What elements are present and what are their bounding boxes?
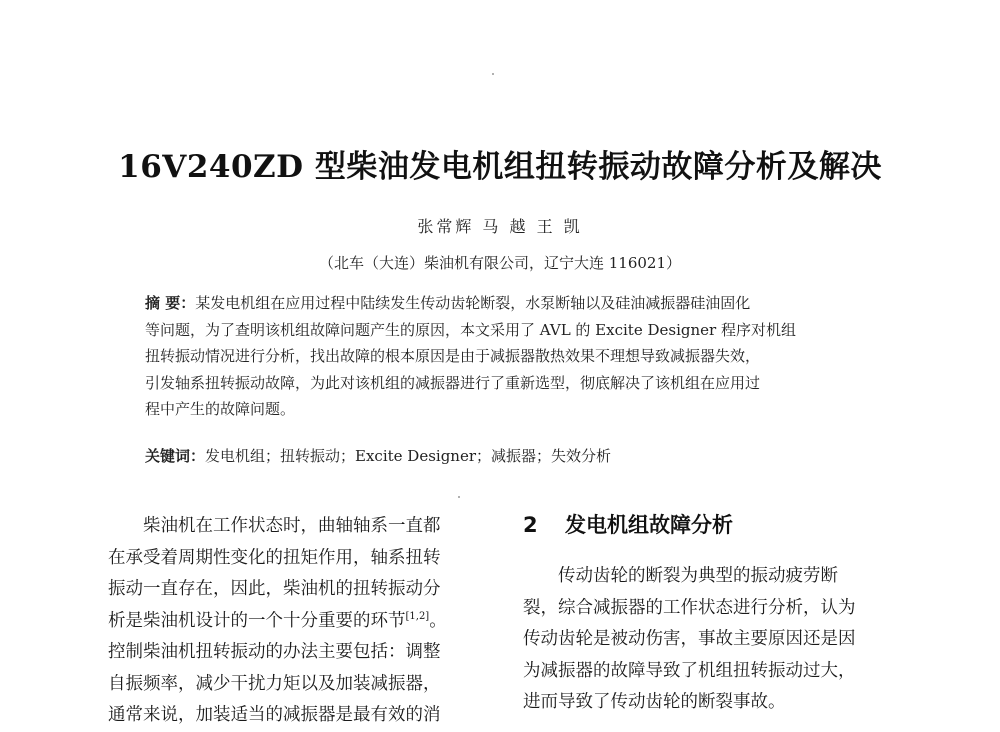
body-line: 通常来说，加装适当的减振器是最有效的消 — [108, 705, 441, 725]
keywords — [145, 445, 855, 466]
intro-column — [108, 511, 483, 732]
citation-ref[interactable]: [1,2] — [405, 610, 430, 622]
body-line — [108, 606, 483, 638]
body-line: 自振频率，减少干扰力矩以及加装减振器， — [108, 673, 441, 694]
section-number: 2 — [523, 513, 538, 537]
scan-speck — [458, 496, 460, 498]
section-title: 发电机组故障分析 — [565, 513, 733, 537]
body-line: 进而导致了传动齿轮的断裂事故。 — [523, 692, 786, 712]
body-line: 裂，综合减振器的工作状态进行分析，认为 — [523, 597, 856, 618]
body-line: 传动齿轮的断裂为典型的振动疲劳断 — [558, 566, 838, 586]
keywords-text: 发电机组；扭转振动；Excite Designer；减振器；失效分析 — [205, 447, 612, 465]
keywords-label: 关键词： — [145, 447, 206, 465]
body-line: 控制柴油机扭转振动的办法主要包括：调整 — [108, 642, 441, 662]
body-line: 在承受着周期性变化的扭矩作用，轴系扭转 — [108, 547, 441, 568]
body-text: 。 — [429, 610, 447, 631]
body-line: 为减振器的故障导致了机组扭转振动过大， — [523, 660, 856, 681]
body-line: 传动齿轮是被动伤害，事故主要原因还是因 — [523, 629, 856, 649]
body-line: 振动一直存在，因此，柴油机的扭转振动分 — [108, 579, 441, 599]
abstract — [145, 290, 855, 423]
affiliation: （北车（大连）柴油机有限公司，辽宁大连 116021） — [318, 254, 682, 272]
abstract-line: 引发轴系扭转振动故障，为此对该机组的减振器进行了重新选型，彻底解决了该机组在应用过 — [145, 373, 761, 392]
body-text: 析是柴油机设计的一个十分重要的环节 — [108, 610, 406, 631]
body-line: 柴油机在工作状态时，曲轴轴系一直都 — [143, 516, 441, 536]
abstract-line: 等问题，为了查明该机组故障问题产生的原因，本文采用了 AVL 的 Excite Designer 程序对机组 — [145, 320, 796, 339]
section-2 — [523, 505, 903, 719]
section-heading — [523, 505, 903, 545]
abstract-line: 扭转振动情况进行分析，找出故障的根本原因是由于减振器散热效果不理想导致减振器失效， — [145, 347, 761, 365]
abstract-line: 程中产生的故障问题。 — [145, 400, 296, 418]
section-body — [523, 561, 903, 719]
author-list: 张常辉 马 越 王 凯 — [417, 217, 583, 236]
abstract-label: 摘 要： — [145, 294, 196, 312]
abstract-text: 某发电机组在应用过程中陆续发生传动齿轮断裂，水泵断轴以及硅油减振器硅油固化 — [195, 294, 751, 312]
abstract-line — [145, 290, 855, 317]
paper-title: 16V240ZD 型柴油发电机组扭转振动故障分析及解决 — [118, 149, 882, 185]
scan-speck — [492, 73, 494, 75]
